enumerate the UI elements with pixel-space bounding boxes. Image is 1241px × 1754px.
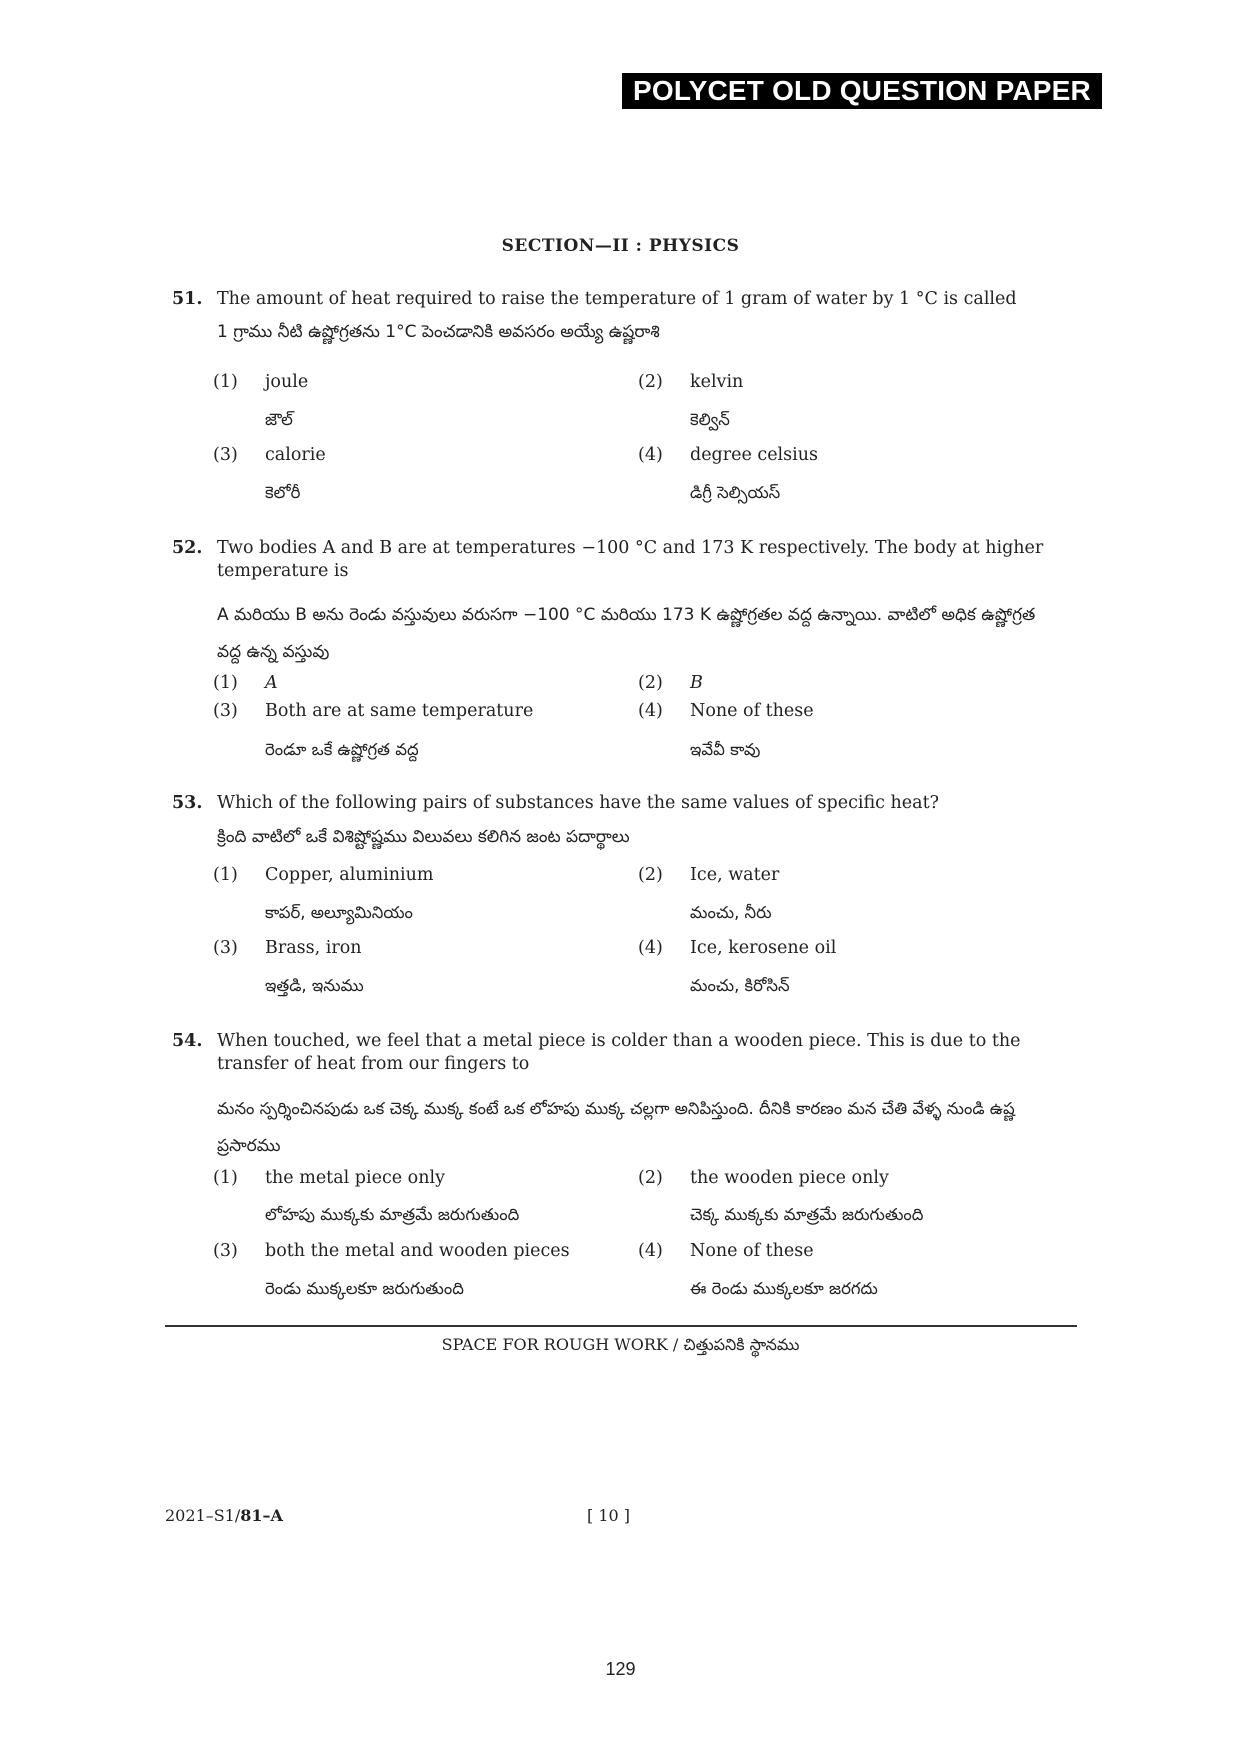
question-text-en: When touched, we feel that a metal piece is colder than a wooden piece. This is due to the transfer of heat from our fingers to: [217, 1031, 1021, 1074]
option-text-te: రెండు ముక్కలకూ జరుగుతుంది: [265, 1279, 464, 1298]
paper-code-suffix: 81–A: [240, 1506, 283, 1525]
option-text-en: Copper, aluminium: [265, 865, 434, 885]
option-number: (4): [638, 1241, 663, 1261]
option-text-en: both the metal and wooden pieces: [265, 1241, 570, 1261]
section-title: SECTION—II : PHYSICS: [501, 236, 740, 256]
option-number: (3): [213, 938, 238, 958]
option-text-en: Brass, iron: [265, 938, 362, 958]
question-text-te: క్రింది వాటిలో ఒకే విశిష్టోష్ణము విలువలు కలిగిన జంట పదార్థాలు: [217, 827, 630, 847]
option-text-te: రెండూ ఒకే ఉష్ణోగ్రత వద్ద: [265, 740, 419, 759]
question-text-te: A మరియు B అను రెండు వస్తువులు వరుసగా −100 °C మరియు 173 K ఉష్ణోగ్రతల వద్ద ఉన్నాయి. వాటిలో అధిక ఉష్ణోగ్రత: [217, 605, 1036, 625]
option-number: (2): [638, 1168, 663, 1188]
question-51: [172, 288, 1077, 311]
page-bracket: [ 10 ]: [587, 1506, 631, 1525]
option-text-en: Ice, water: [690, 865, 780, 885]
page-number: 129: [605, 1659, 636, 1679]
question-text-te-cont: వద్ద ఉన్న వస్తువు: [217, 642, 330, 662]
question-number: 53.: [172, 793, 203, 813]
option-text-en: degree celsius: [690, 445, 818, 465]
option-text-en: calorie: [265, 445, 326, 465]
question-54: [172, 1030, 1077, 1076]
option-text-te: కాపర్, అల్యూమినియం: [265, 903, 413, 922]
option-number: (3): [213, 445, 238, 465]
option-text-te: మంచు, కిరోసిన్: [690, 976, 790, 995]
option-number: (1): [213, 1168, 238, 1188]
option-text-te: డిగ్రీ సెల్సియస్: [690, 483, 781, 502]
question-number: 51.: [172, 289, 203, 309]
option-number: (3): [213, 701, 238, 721]
option-number: (4): [638, 445, 663, 465]
question-text-te: మనం స్పర్శించినపుడు ఒక చెక్క ముక్క కంటే ఒక లోహపు ముక్క చల్లగా అనిపిస్తుంది. దీనికి కారణం మన చేతి వేళ్ళ నుండి ఉష్ణ: [217, 1099, 1015, 1118]
option-text-te: ఇవేవీ కావు: [690, 740, 761, 759]
option-text-te: చెక్క ముక్కకు మాత్రమే జరుగుతుంది: [690, 1205, 924, 1224]
option-text-en: A: [265, 673, 278, 693]
option-number: (1): [213, 372, 238, 392]
option-text-te: కెల్విన్: [690, 410, 730, 429]
option-number: (2): [638, 372, 663, 392]
option-text-en: B: [690, 673, 703, 693]
question-text-en: The amount of heat required to raise the temperature of 1 gram of water by 1 °C is called: [217, 289, 1017, 309]
option-text-en: None of these: [690, 701, 814, 721]
question-number: 54.: [172, 1031, 203, 1051]
question-text-en: Two bodies A and B are at temperatures −100 °C and 173 K respectively. The body at higher temperature is: [217, 538, 1044, 581]
option-number: (2): [638, 673, 663, 693]
question-number: 52.: [172, 538, 203, 558]
question-text-te: 1 గ్రాము నీటి ఉష్ణోగ్రతను 1°C పెంచడానికి అవసరం అయ్యే ఉష్ణరాశి: [217, 322, 660, 342]
option-number: (2): [638, 865, 663, 885]
option-text-en: None of these: [690, 1241, 814, 1261]
question-text-te-cont: ప్రసారము: [217, 1136, 281, 1156]
paper-code: [165, 1506, 283, 1525]
option-text-en: joule: [265, 372, 309, 392]
option-text-en: Both are at same temperature: [265, 701, 534, 721]
question-52: [172, 537, 1077, 583]
divider: [165, 1325, 1077, 1327]
option-text-te: లోహపు ముక్కకు మాత్రమే జరుగుతుంది: [265, 1205, 520, 1224]
option-number: (1): [213, 865, 238, 885]
option-number: (4): [638, 938, 663, 958]
option-text-en: the metal piece only: [265, 1168, 445, 1188]
paper-code-prefix: 2021–S1/: [165, 1506, 241, 1525]
option-number: (4): [638, 701, 663, 721]
question-text-en: Which of the following pairs of substances have the same values of specific heat?: [217, 793, 940, 813]
option-text-en: the wooden piece only: [690, 1168, 889, 1188]
option-text-te: ఈ రెండు ముక్కలకూ జరగదు: [690, 1279, 878, 1298]
rough-work-label: SPACE FOR ROUGH WORK / చిత్తుపనికి స్థానము: [441, 1335, 800, 1354]
option-text-te: ఇత్తడి, ఇనుము: [265, 976, 364, 995]
option-text-te: కెలోరీ: [265, 483, 301, 502]
option-text-te: జౌల్: [265, 410, 293, 429]
option-number: (3): [213, 1241, 238, 1261]
header-banner: POLYCET OLD QUESTION PAPER: [622, 73, 1102, 109]
option-text-te: మంచు, నీరు: [690, 903, 772, 922]
option-number: (1): [213, 673, 238, 693]
option-text-en: kelvin: [690, 372, 744, 392]
question-53: [172, 792, 1077, 815]
option-text-en: Ice, kerosene oil: [690, 938, 837, 958]
